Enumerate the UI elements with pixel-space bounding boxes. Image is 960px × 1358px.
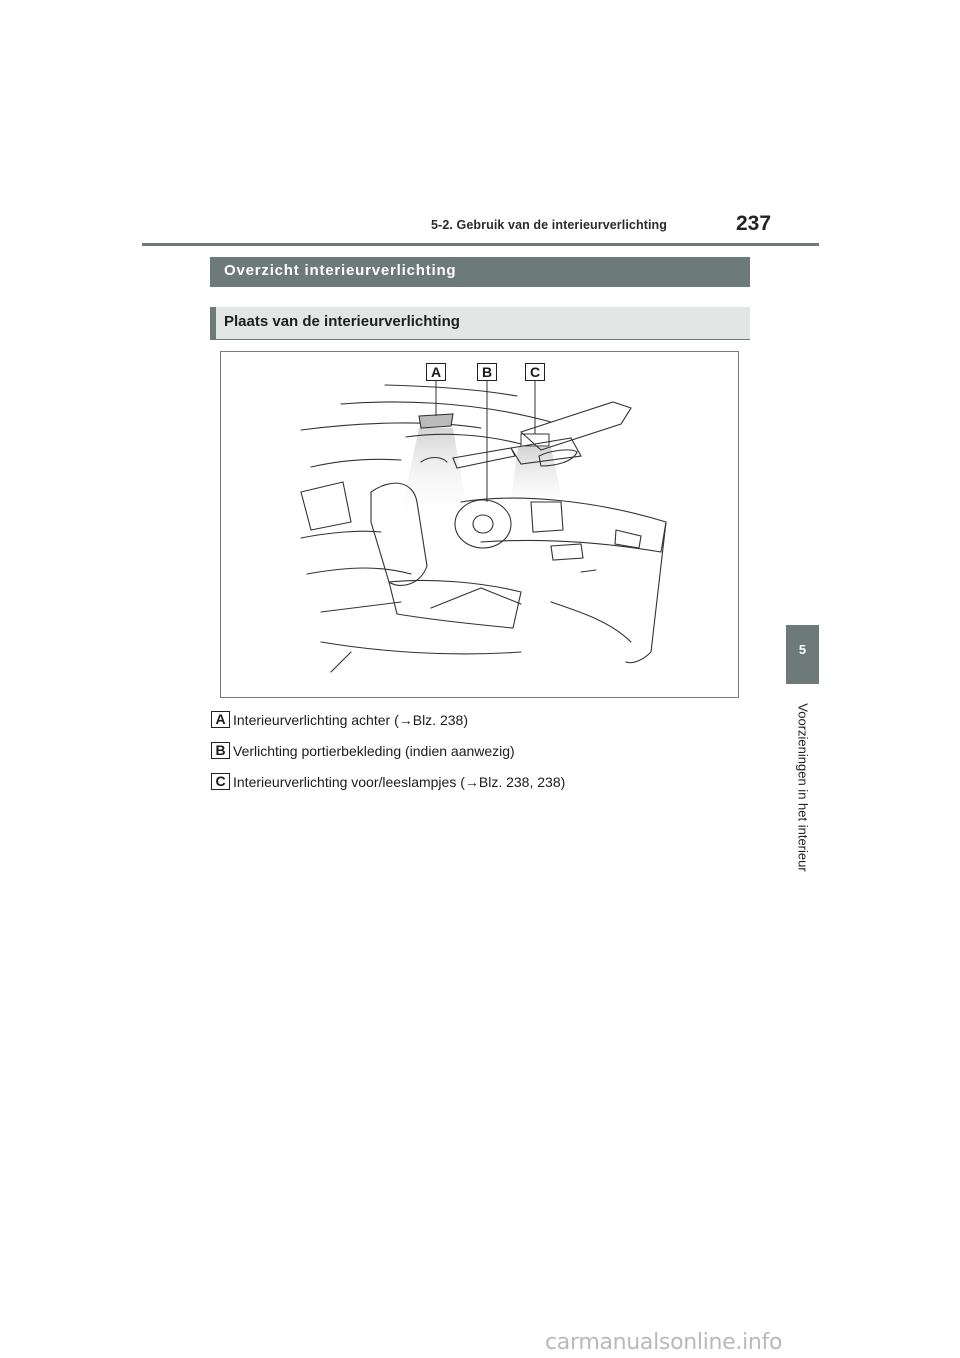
running-header: 5-2. Gebruik van de interieurverlichting xyxy=(431,218,668,232)
callout-a: A xyxy=(426,363,446,381)
chapter-title: Voorzieningen in het interieur xyxy=(795,703,811,872)
callout-c: C xyxy=(525,363,545,381)
legend-text-b: Verlichting portierbekleding (indien aanwezig) xyxy=(233,743,515,759)
legend-key-c: C xyxy=(211,773,230,790)
subsection-accent xyxy=(210,307,216,339)
watermark: carmanualsonline.info xyxy=(545,1330,783,1355)
chapter-number: 5 xyxy=(798,642,807,657)
chapter-tab xyxy=(786,625,819,684)
legend-text-a: Interieurverlichting achter (→Blz. 238) xyxy=(233,712,468,728)
car-interior-drawing xyxy=(221,352,740,699)
header-divider xyxy=(142,243,819,246)
legend-key-a: A xyxy=(211,711,230,728)
subsection-title-bar xyxy=(210,307,750,340)
section-title: Overzicht interieurverlichting xyxy=(224,262,457,279)
legend-text-c: Interieurverlichting voor/leeslampjes (→Blz. 238, 238) xyxy=(233,774,566,790)
interior-lighting-illustration xyxy=(220,351,739,698)
section-title-bar xyxy=(210,257,750,287)
chapter-side-title xyxy=(795,693,811,883)
subsection-title: Plaats van de interieurverlichting xyxy=(224,313,460,330)
page-number: 237 xyxy=(736,212,772,235)
callout-b: B xyxy=(477,363,497,381)
legend-key-b: B xyxy=(211,742,230,759)
